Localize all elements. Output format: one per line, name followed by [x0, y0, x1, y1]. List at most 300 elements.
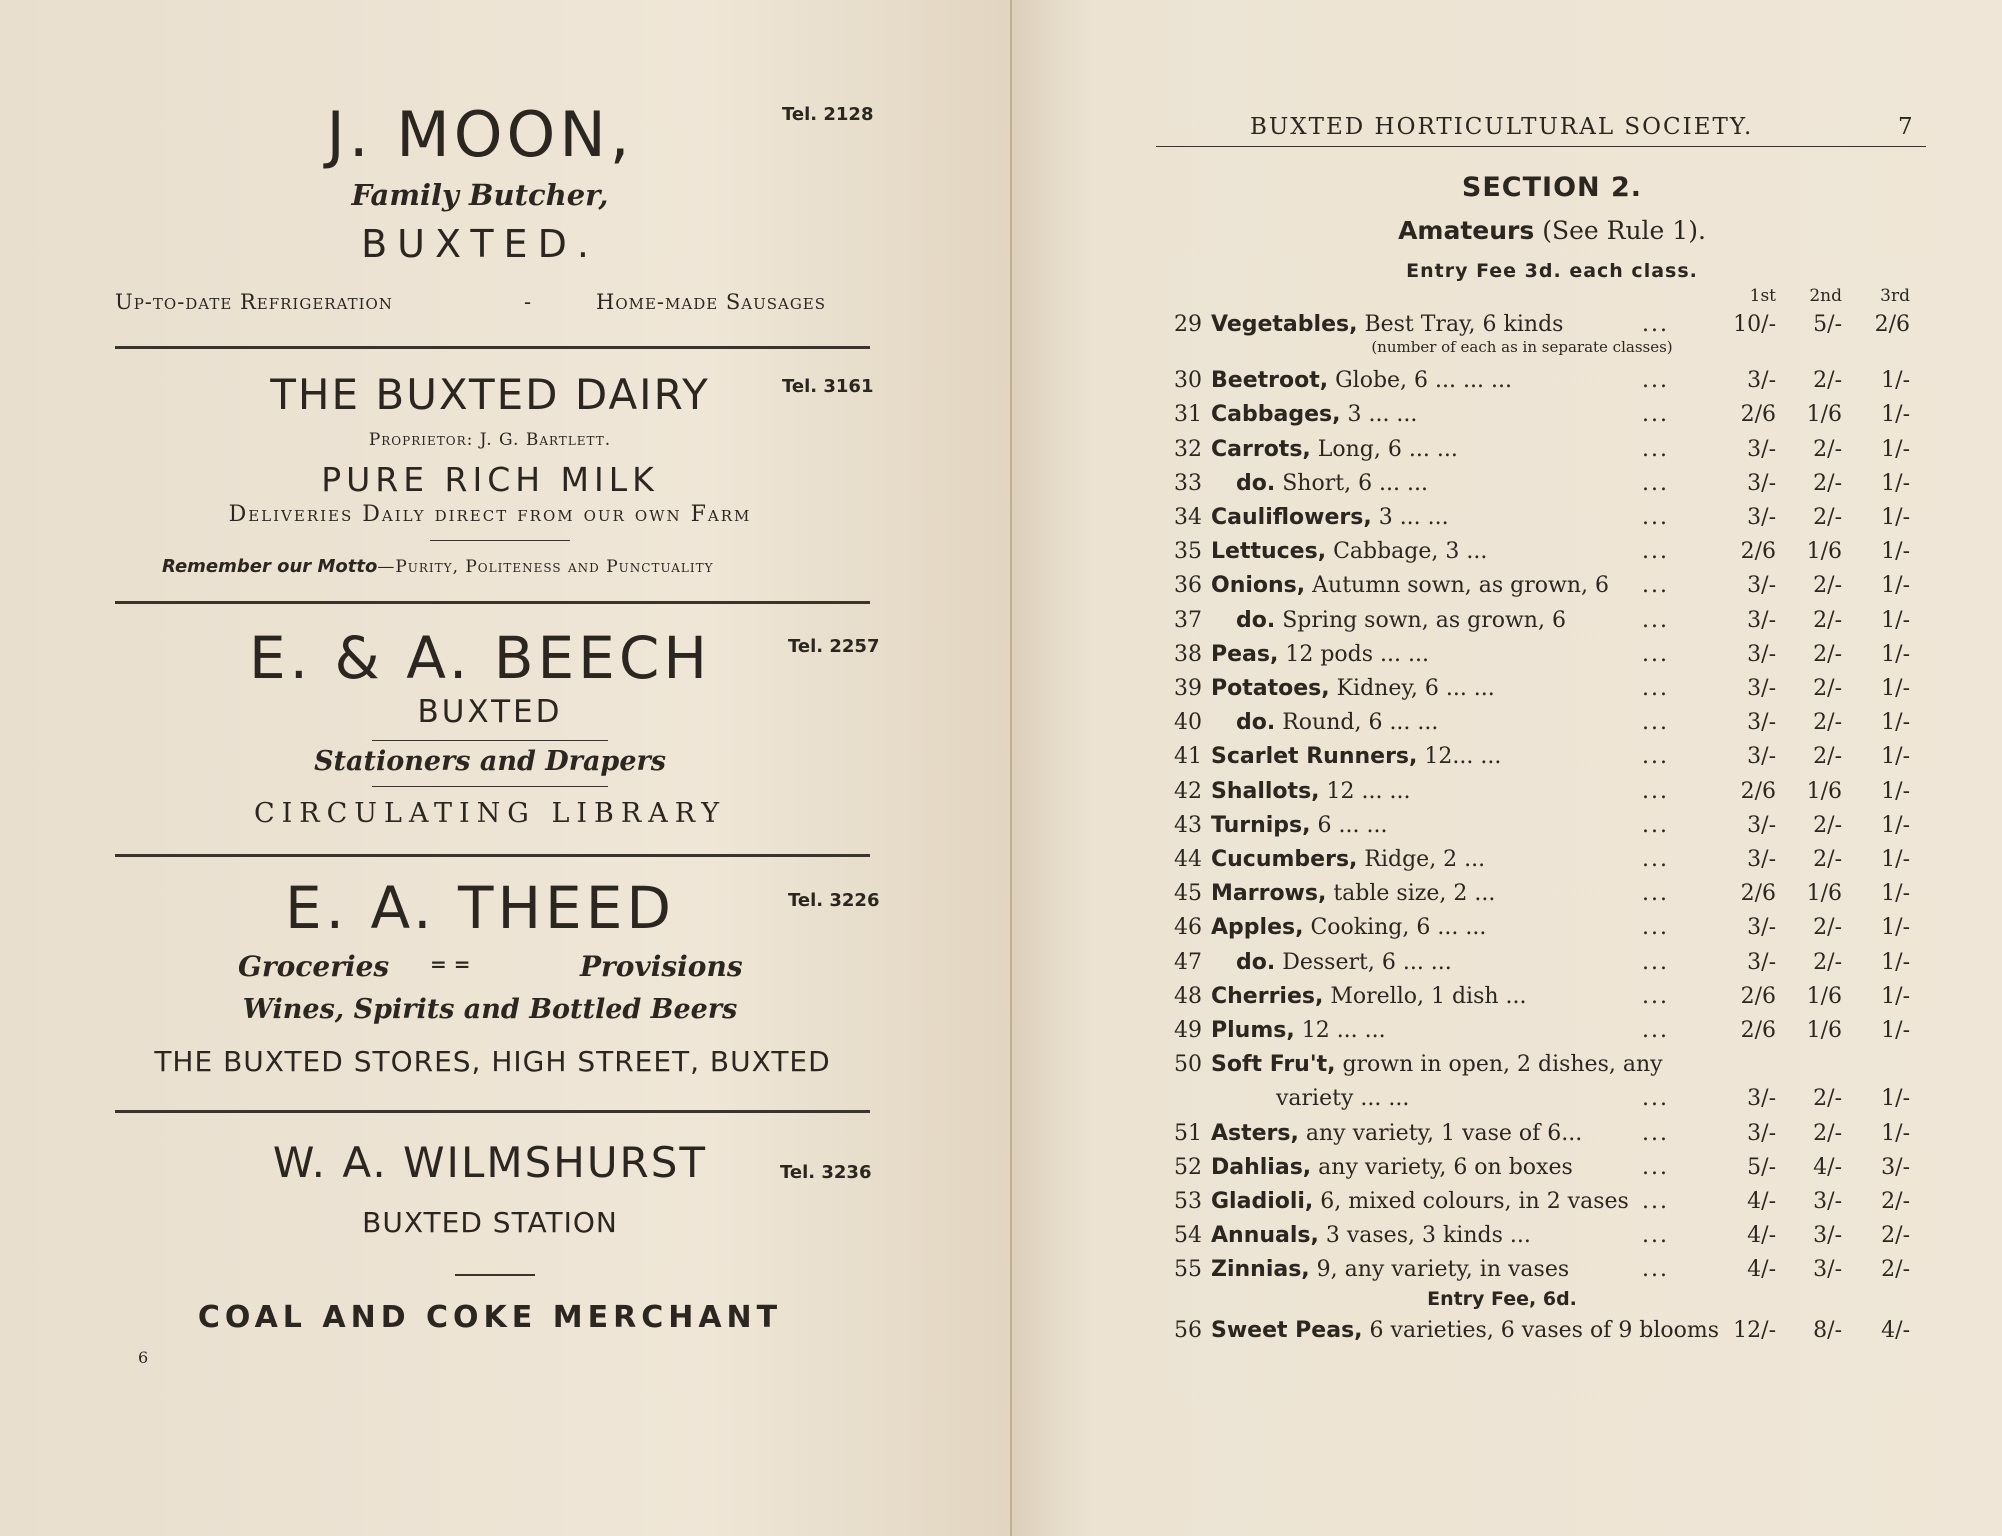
class-title: Onions,	[1211, 573, 1306, 598]
motto-text: —Purity, Politeness and Punctuality	[377, 557, 714, 577]
class-name	[1211, 642, 1429, 667]
short-rule	[430, 540, 570, 541]
prize-2nd: 3/-	[1813, 1223, 1842, 1248]
motto-label: Remember our Motto	[162, 556, 378, 577]
prize-3rd: 1/-	[1881, 471, 1910, 496]
prize-3rd: 2/6	[1874, 312, 1910, 337]
class-name	[1211, 1052, 1663, 1077]
divider	[115, 854, 870, 857]
class-name	[1211, 779, 1410, 804]
wilmshurst-station: BUXTED STATION	[362, 1206, 618, 1239]
class-row	[1012, 505, 2002, 539]
prize-3rd: 1/-	[1881, 539, 1910, 564]
class-number: 50	[1174, 1052, 1202, 1077]
left-page-number: 6	[138, 1348, 149, 1367]
class-name	[1211, 813, 1387, 838]
class-title: Zinnias,	[1211, 1257, 1310, 1282]
class-desc: 3 ... ...	[1347, 402, 1418, 427]
class-number: 39	[1174, 676, 1202, 701]
class-title: Gladioli,	[1211, 1189, 1314, 1214]
prize-3rd: 1/-	[1881, 1018, 1910, 1043]
class-name	[1211, 1318, 1719, 1343]
class-name	[1211, 676, 1495, 701]
class-row	[1012, 779, 2002, 813]
leader-dots: ...	[1642, 471, 1669, 496]
class-desc: Dessert, 6 ... ...	[1282, 950, 1452, 975]
class-desc: Long, 6 ... ...	[1317, 437, 1458, 462]
class-name	[1211, 573, 1609, 598]
class-number: 49	[1174, 1018, 1202, 1043]
right-page-number: 7	[1898, 114, 1913, 140]
prize-1st: 3/-	[1747, 915, 1776, 940]
prize-2nd: 1/6	[1806, 881, 1842, 906]
class-number: 30	[1174, 368, 1202, 393]
class-desc: Best Tray, 6 kinds	[1364, 312, 1564, 337]
leader-dots: ...	[1642, 1121, 1669, 1146]
class-number: 38	[1174, 642, 1202, 667]
dairy-name: THE BUXTED DAIRY	[270, 370, 710, 419]
class-title: do.	[1236, 950, 1276, 975]
class-desc: Kidney, 6 ... ...	[1336, 676, 1495, 701]
class-number: 52	[1174, 1155, 1202, 1180]
wilmshurst-trade: COAL AND COKE MERCHANT	[197, 1300, 783, 1335]
class-title: Asters,	[1211, 1121, 1299, 1146]
class-row	[1012, 573, 2002, 607]
leader-dots: ...	[1642, 847, 1669, 872]
running-head: BUXTED HORTICULTURAL SOCIETY.	[1250, 114, 1754, 140]
beech-tel: Tel. 2257	[788, 636, 880, 657]
class-row	[1012, 1223, 2002, 1257]
prize-2nd: 2/-	[1813, 573, 1842, 598]
prize-1st: 2/6	[1740, 1018, 1776, 1043]
prize-2nd: 2/-	[1813, 608, 1842, 633]
theed-name: E. A. THEED	[284, 874, 676, 942]
prize-1st: 10/-	[1733, 312, 1776, 337]
moon-trade: Family Butcher,	[351, 178, 609, 212]
prize-2nd: 2/-	[1813, 642, 1842, 667]
prize-3rd: 1/-	[1881, 368, 1910, 393]
prize-3rd: 1/-	[1881, 437, 1910, 462]
beech-library: CIRCULATING LIBRARY	[253, 798, 727, 829]
prize-3rd: 1/-	[1881, 402, 1910, 427]
class-title: Cucumbers,	[1211, 847, 1358, 872]
class-row	[1012, 437, 2002, 471]
leader-dots: ...	[1642, 437, 1669, 462]
theed-provisions: Provisions	[580, 950, 743, 983]
prize-1st: 3/-	[1747, 573, 1776, 598]
leader-dots: ...	[1642, 984, 1669, 1009]
theed-groceries: Groceries	[238, 950, 390, 983]
class-title: Annuals,	[1211, 1223, 1319, 1248]
prize-1st: 2/6	[1740, 881, 1776, 906]
theed-tel: Tel. 3226	[788, 890, 880, 911]
class-row	[1012, 813, 2002, 847]
short-rule	[372, 786, 608, 787]
prize-3rd: 4/-	[1881, 1318, 1910, 1343]
prize-1st: 2/6	[1740, 402, 1776, 427]
class-name	[1236, 608, 1566, 633]
prize-1st: 3/-	[1747, 368, 1776, 393]
wilmshurst-name: W. A. WILMSHURST	[272, 1138, 708, 1187]
leader-dots: ...	[1642, 779, 1669, 804]
class-row	[1012, 1155, 2002, 1189]
class-desc: 12... ...	[1424, 744, 1502, 769]
prize-3rd: 1/-	[1881, 710, 1910, 735]
prize-1st: 2/6	[1740, 539, 1776, 564]
wilmshurst-tel: Tel. 3236	[780, 1162, 872, 1183]
class-title: Cauliflowers,	[1211, 505, 1372, 530]
prize-1st: 3/-	[1747, 608, 1776, 633]
class-row	[1012, 710, 2002, 744]
leader-dots: ...	[1642, 312, 1669, 337]
leader-dots: ...	[1642, 368, 1669, 393]
class-row	[1012, 402, 2002, 436]
prize-2nd: 2/-	[1813, 915, 1842, 940]
class-title: Sweet Peas,	[1211, 1318, 1363, 1343]
theed-address: THE BUXTED STORES, HIGH STREET, BUXTED	[154, 1045, 831, 1078]
leader-dots: ...	[1642, 1257, 1669, 1282]
class-desc: 9, any variety, in vases	[1316, 1257, 1570, 1282]
class-number: 29	[1174, 312, 1202, 337]
beech-town: BUXTED	[417, 694, 563, 730]
prize-2nd: 8/-	[1813, 1318, 1842, 1343]
short-rule	[455, 1274, 535, 1276]
class-number: 40	[1174, 710, 1202, 735]
prize-1st: 3/-	[1747, 471, 1776, 496]
prize-1st: 3/-	[1747, 744, 1776, 769]
class-desc: 12 pods ... ...	[1285, 642, 1429, 667]
class-number: 34	[1174, 505, 1202, 530]
dairy-tel: Tel. 3161	[782, 376, 874, 397]
class-desc: Round, 6 ... ...	[1282, 710, 1439, 735]
class-row	[1012, 676, 2002, 710]
class-number: 55	[1174, 1257, 1202, 1282]
prize-3rd: 1/-	[1881, 847, 1910, 872]
class-desc: 3 ... ...	[1378, 505, 1449, 530]
class-number: 31	[1174, 402, 1202, 427]
leader-dots: ...	[1642, 642, 1669, 667]
prize-2nd: 1/6	[1806, 1018, 1842, 1043]
prize-2nd: 2/-	[1813, 368, 1842, 393]
class-title: Apples,	[1211, 915, 1304, 940]
leader-dots: ...	[1642, 1155, 1669, 1180]
prize-1st: 2/6	[1740, 984, 1776, 1009]
prize-3rd: 1/-	[1881, 642, 1910, 667]
class-row-56	[1012, 1318, 2002, 1352]
prize-2nd: 2/-	[1813, 950, 1842, 975]
class-number: 53	[1174, 1189, 1202, 1214]
class-desc: Morello, 1 dish ...	[1330, 984, 1527, 1009]
prize-3rd: 2/-	[1881, 1189, 1910, 1214]
class-name	[1211, 984, 1527, 1009]
moon-tel: Tel. 2128	[782, 104, 874, 125]
class-title: Turnips,	[1211, 813, 1311, 838]
prize-2nd: 2/-	[1813, 676, 1842, 701]
leader-dots: ...	[1642, 573, 1669, 598]
class-title: Cherries,	[1211, 984, 1324, 1009]
dairy-motto	[162, 556, 714, 577]
class-title: Potatoes,	[1211, 676, 1330, 701]
beech-trade: Stationers and Drapers	[314, 746, 666, 777]
leader-dots: ...	[1642, 915, 1669, 940]
prize-2nd: 1/6	[1806, 539, 1842, 564]
class-row	[1012, 847, 2002, 881]
class-desc: table size, 2 ...	[1333, 881, 1496, 906]
subhead-rest: (See Rule 1).	[1542, 216, 1706, 245]
class-number: 45	[1174, 881, 1202, 906]
section-title: SECTION 2.	[1461, 172, 1643, 203]
class-name	[1211, 402, 1417, 427]
class-desc: grown in open, 2 dishes, any	[1342, 1052, 1663, 1077]
class-title: Lettuces,	[1211, 539, 1327, 564]
class-number: 42	[1174, 779, 1202, 804]
prize-2nd: 2/-	[1813, 1121, 1842, 1146]
class-name	[1211, 1223, 1531, 1248]
moon-tag-right: Home-made Sausages	[596, 290, 827, 314]
class-name	[1211, 1189, 1629, 1214]
subhead-bold: Amateurs	[1398, 216, 1535, 245]
prize-2nd: 5/-	[1813, 312, 1842, 337]
class-row	[1012, 744, 2002, 778]
class-name	[1211, 847, 1485, 872]
col-header-1st: 1st	[1749, 286, 1776, 306]
class-name	[1236, 710, 1438, 735]
leader-dots: ...	[1642, 1018, 1669, 1043]
prize-3rd: 1/-	[1881, 984, 1910, 1009]
class-name	[1211, 1121, 1582, 1146]
prize-3rd: 3/-	[1881, 1155, 1910, 1180]
class-number: 37	[1174, 608, 1202, 633]
moon-tag-left: Up-to-date Refrigeration	[115, 290, 393, 314]
class-name	[1211, 505, 1449, 530]
moon-town: BUXTED.	[361, 222, 599, 266]
class-row	[1012, 915, 2002, 949]
class-number: 54	[1174, 1223, 1202, 1248]
class-desc: Short, 6 ... ...	[1282, 471, 1429, 496]
class-row	[1012, 1189, 2002, 1223]
class-desc: any variety, 1 vase of 6...	[1305, 1121, 1583, 1146]
prize-3rd: 1/-	[1881, 505, 1910, 530]
class-row	[1012, 1086, 2002, 1120]
prize-2nd: 2/-	[1813, 744, 1842, 769]
prize-3rd: 1/-	[1881, 744, 1910, 769]
class-desc: 6 varieties, 6 vases of 9 blooms	[1369, 1318, 1720, 1343]
class-row	[1012, 881, 2002, 915]
class-name	[1211, 368, 1512, 393]
class-name	[1211, 539, 1487, 564]
moon-tag-sep: -	[524, 290, 532, 314]
divider	[115, 601, 870, 604]
leader-dots: ...	[1642, 505, 1669, 530]
col-header-3rd: 3rd	[1880, 286, 1910, 306]
prize-2nd: 2/-	[1813, 813, 1842, 838]
class-name	[1211, 1257, 1569, 1282]
class-desc: Globe, 6 ... ... ...	[1335, 368, 1512, 393]
prize-1st: 3/-	[1747, 1121, 1776, 1146]
class-desc: Spring sown, as grown, 6	[1282, 608, 1566, 633]
leader-dots: ...	[1642, 608, 1669, 633]
class-number: 44	[1174, 847, 1202, 872]
prize-1st: 5/-	[1747, 1155, 1776, 1180]
prize-1st: 4/-	[1747, 1189, 1776, 1214]
prize-1st: 3/-	[1747, 437, 1776, 462]
prize-3rd: 1/-	[1881, 881, 1910, 906]
leader-dots: ...	[1642, 744, 1669, 769]
class-name	[1236, 471, 1428, 496]
prize-2nd: 3/-	[1813, 1257, 1842, 1282]
class-title: Vegetables,	[1211, 312, 1358, 337]
leader-dots: ...	[1642, 1086, 1669, 1111]
class-title: Dahlias,	[1211, 1155, 1312, 1180]
dairy-proprietor: Proprietor: J. G. Bartlett.	[368, 430, 612, 450]
class-name	[1211, 744, 1501, 769]
dairy-deliveries: Deliveries Daily direct from our own Farm	[228, 502, 752, 527]
class-desc: 12 ... ...	[1301, 1018, 1386, 1043]
class-name	[1276, 1086, 1409, 1111]
prize-3rd: 1/-	[1881, 676, 1910, 701]
prize-2nd: 2/-	[1813, 710, 1842, 735]
class-name	[1211, 915, 1486, 940]
theed-sep: = =	[430, 952, 471, 976]
class-title: Marrows,	[1211, 881, 1327, 906]
class-desc: 12 ... ...	[1326, 779, 1411, 804]
prize-1st: 2/6	[1740, 779, 1776, 804]
class-title: do.	[1236, 608, 1276, 633]
class-title: Shallots,	[1211, 779, 1320, 804]
class-desc: Cabbage, 3 ...	[1333, 539, 1488, 564]
class-row	[1012, 539, 2002, 573]
prize-3rd: 1/-	[1881, 813, 1910, 838]
class-row	[1012, 471, 2002, 505]
class-title: do.	[1236, 471, 1276, 496]
prize-1st: 3/-	[1747, 676, 1776, 701]
prize-3rd: 1/-	[1881, 1121, 1910, 1146]
class-name	[1211, 1155, 1573, 1180]
class-desc: 6 ... ...	[1317, 813, 1388, 838]
prize-2nd: 2/-	[1813, 437, 1842, 462]
leader-dots: ...	[1642, 1223, 1669, 1248]
entry-fee: Entry Fee 3d. each class.	[1406, 260, 1698, 282]
class-title: Peas,	[1211, 642, 1279, 667]
prize-1st: 3/-	[1747, 813, 1776, 838]
class-title: Scarlet Runners,	[1211, 744, 1418, 769]
divider	[115, 346, 870, 349]
leader-dots: ...	[1642, 881, 1669, 906]
prize-2nd: 3/-	[1813, 1189, 1842, 1214]
entry-fee-2: Entry Fee, 6d.	[1427, 1288, 1577, 1310]
class-number: 47	[1174, 950, 1202, 975]
leader-dots: ...	[1642, 676, 1669, 701]
class-number: 56	[1174, 1318, 1202, 1343]
class-title: Cabbages,	[1211, 402, 1341, 427]
class-desc: Cooking, 6 ... ...	[1310, 915, 1487, 940]
right-page	[1012, 0, 2002, 1536]
class-name	[1211, 881, 1495, 906]
class-desc: 6, mixed colours, in 2 vases	[1320, 1189, 1629, 1214]
class-number: 46	[1174, 915, 1202, 940]
subhead	[1302, 216, 1802, 245]
leader-dots: ...	[1642, 710, 1669, 735]
class-desc: any variety, 6 on boxes	[1318, 1155, 1573, 1180]
class-title: Beetroot,	[1211, 368, 1329, 393]
prize-1st: 4/-	[1747, 1223, 1776, 1248]
dairy-headline: PURE RICH MILK	[321, 460, 659, 499]
class-row	[1012, 642, 2002, 676]
vegetables-note: (number of each as in separate classes)	[1371, 338, 1673, 356]
class-number: 36	[1174, 573, 1202, 598]
class-title: Carrots,	[1211, 437, 1311, 462]
prize-3rd: 2/-	[1881, 1257, 1910, 1282]
class-name	[1211, 312, 1563, 337]
head-rule	[1156, 146, 1926, 147]
beech-name: E. & A. BEECH	[249, 624, 711, 692]
prize-3rd: 2/-	[1881, 1223, 1910, 1248]
class-name	[1211, 437, 1458, 462]
class-desc: Ridge, 2 ...	[1364, 847, 1486, 872]
class-number: 51	[1174, 1121, 1202, 1146]
class-number: 43	[1174, 813, 1202, 838]
prize-3rd: 1/-	[1881, 1086, 1910, 1111]
class-number: 33	[1174, 471, 1202, 496]
col-header-2nd: 2nd	[1809, 286, 1842, 306]
prize-1st: 3/-	[1747, 847, 1776, 872]
class-row	[1012, 1018, 2002, 1052]
leader-dots: ...	[1642, 1189, 1669, 1214]
prize-2nd: 1/6	[1806, 402, 1842, 427]
class-row	[1012, 1052, 2002, 1086]
moon-name: J. MOON,	[326, 98, 634, 171]
class-desc: variety ... ...	[1276, 1086, 1410, 1111]
prize-1st: 12/-	[1733, 1318, 1776, 1343]
class-row	[1012, 368, 2002, 402]
class-name	[1236, 950, 1452, 975]
prize-1st: 4/-	[1747, 1257, 1776, 1282]
prize-3rd: 1/-	[1881, 779, 1910, 804]
class-desc: 3 vases, 3 kinds ...	[1325, 1223, 1531, 1248]
prize-2nd: 2/-	[1813, 505, 1842, 530]
prize-3rd: 1/-	[1881, 573, 1910, 598]
prize-3rd: 1/-	[1881, 915, 1910, 940]
prize-2nd: 4/-	[1813, 1155, 1842, 1180]
prize-1st: 3/-	[1747, 642, 1776, 667]
prize-2nd: 2/-	[1813, 1086, 1842, 1111]
prize-1st: 3/-	[1747, 950, 1776, 975]
class-row	[1012, 608, 2002, 642]
prize-1st: 3/-	[1747, 710, 1776, 735]
short-rule	[372, 740, 608, 741]
class-title: do.	[1236, 710, 1276, 735]
theed-wines: Wines, Spirits and Bottled Beers	[242, 994, 738, 1025]
prize-1st: 3/-	[1747, 505, 1776, 530]
class-number: 35	[1174, 539, 1202, 564]
prize-2nd: 1/6	[1806, 984, 1842, 1009]
class-row	[1012, 950, 2002, 984]
class-row	[1012, 1257, 2002, 1291]
class-number: 48	[1174, 984, 1202, 1009]
prize-2nd: 2/-	[1813, 847, 1842, 872]
prize-2nd: 2/-	[1813, 471, 1842, 496]
prize-3rd: 1/-	[1881, 608, 1910, 633]
leader-dots: ...	[1642, 813, 1669, 838]
prize-3rd: 1/-	[1881, 950, 1910, 975]
leader-dots: ...	[1642, 539, 1669, 564]
class-number: 32	[1174, 437, 1202, 462]
class-number: 41	[1174, 744, 1202, 769]
prize-1st: 3/-	[1747, 1086, 1776, 1111]
class-desc: Autumn sown, as grown, 6	[1312, 573, 1609, 598]
leader-dots: ...	[1642, 402, 1669, 427]
class-title: Plums,	[1211, 1018, 1295, 1043]
